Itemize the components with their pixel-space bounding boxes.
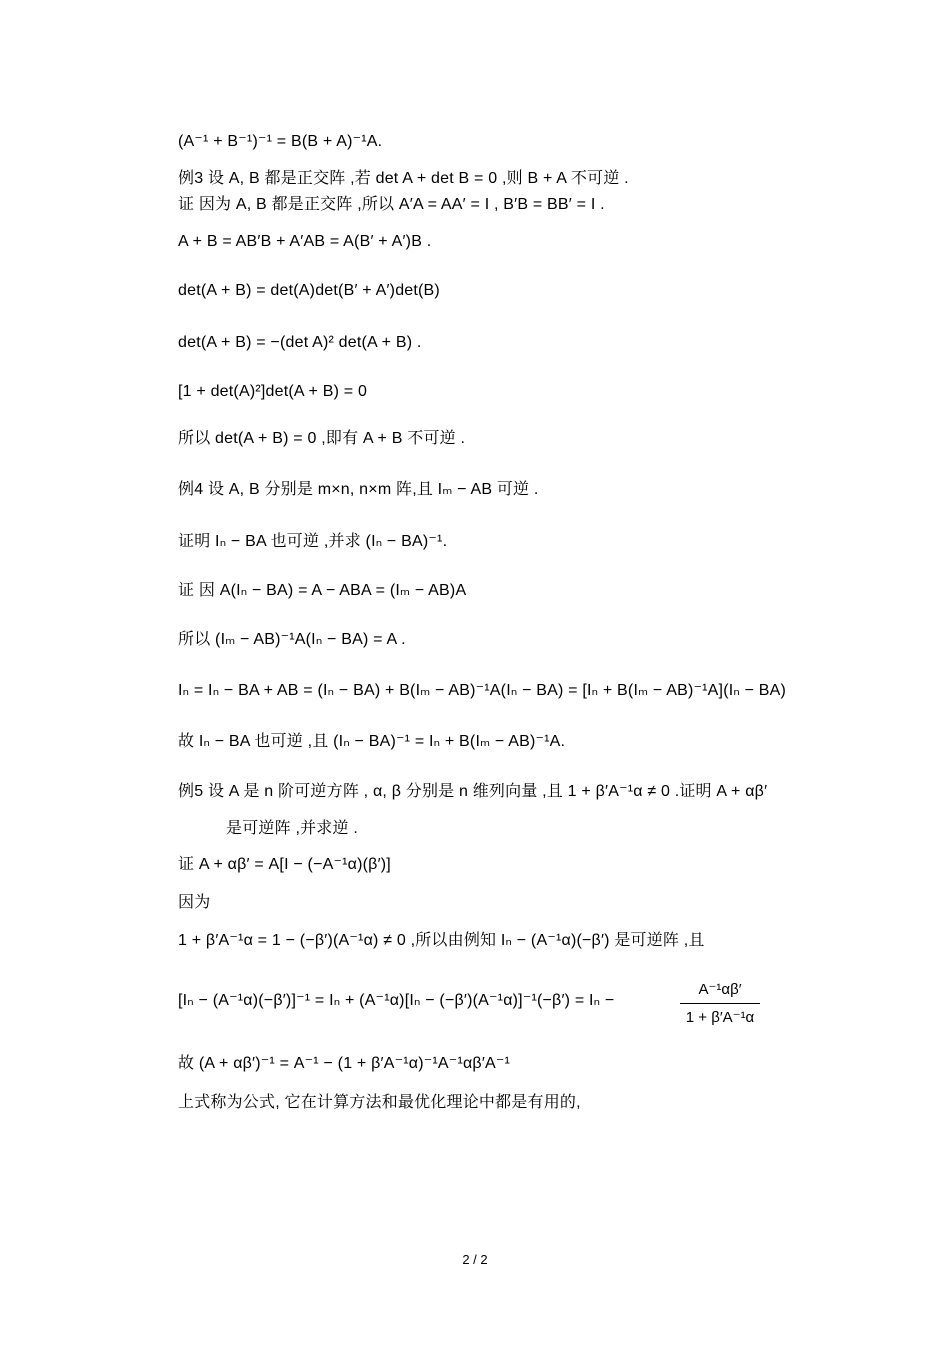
example-5-statement-cont: 是可逆阵 ,并求逆 .	[226, 820, 358, 837]
equation-det-zero-factor: [1 + det(A)²]det(A + B) = 0	[178, 383, 368, 400]
fraction-term	[680, 980, 760, 1028]
example-5-proof-start: 证 A + αβ′ = A[I − (−A⁻¹α)(β′)]	[178, 856, 391, 873]
fraction-numerator: A⁻¹αβ′	[698, 981, 742, 998]
equation-det-product: det(A + B) = det(A)det(B′ + A′)det(B)	[178, 282, 440, 299]
example-5-condition: 1 + β′A⁻¹α = 1 − (−β′)(A⁻¹α) ≠ 0 ,所以由例知 Iₙ − (A⁻¹α)(−β′) 是可逆阵 ,且	[178, 932, 705, 949]
example-4-identity: 所以 (Iₘ − AB)⁻¹A(Iₙ − BA) = A .	[178, 631, 406, 648]
fraction-bar	[680, 1003, 760, 1004]
example-4-proof-start: 证 因 A(Iₙ − BA) = A − ABA = (Iₘ − AB)A	[178, 582, 467, 599]
example-4-conclusion: 故 Iₙ − BA 也可逆 ,且 (Iₙ − BA)⁻¹ = Iₙ + B(Iₘ − AB)⁻¹A.	[178, 733, 566, 750]
example-5-statement: 例5 设 A 是 n 阶可逆方阵 , α, β 分别是 n 维列向量 ,且 1 + β′A⁻¹α ≠ 0 .证明 A + αβ′	[178, 783, 768, 800]
example-3-statement: 例3 设 A, B 都是正交阵 ,若 det A + det B = 0 ,则 B + A 不可逆 .	[178, 170, 629, 187]
equation-det-negative: det(A + B) = −(det A)² det(A + B) .	[178, 334, 422, 351]
page-number: 2 / 2	[462, 1252, 488, 1267]
sherman-morrison-formula: 故 (A + αβ′)⁻¹ = A⁻¹ − (1 + β′A⁻¹α)⁻¹A⁻¹αβ′A⁻¹	[178, 1055, 511, 1072]
fraction-denominator: 1 + β′A⁻¹α	[685, 1009, 755, 1026]
example-4-expansion: Iₙ = Iₙ − BA + AB = (Iₙ − BA) + B(Iₘ − AB)⁻¹A(Iₙ − BA) = [Iₙ + B(Iₘ − AB)⁻¹A](Iₙ − BA)	[178, 682, 787, 699]
equation-a-plus-b: A + B = AB′B + A′AB = A(B′ + A′)B .	[178, 233, 432, 250]
closing-remark: 上式称为公式, 它在计算方法和最优化理论中都是有用的,	[178, 1094, 581, 1111]
example-5-inverse-expansion: [Iₙ − (A⁻¹α)(−β′)]⁻¹ = Iₙ + (A⁻¹α)[Iₙ − (−β′)(A⁻¹α)]⁻¹(−β′) = Iₙ −	[178, 992, 615, 1009]
example-4-task: 证明 Iₙ − BA 也可逆 ,并求 (Iₙ − BA)⁻¹.	[178, 533, 448, 550]
example-3-conclusion: 所以 det(A + B) = 0 ,即有 A + B 不可逆 .	[178, 430, 466, 447]
example-4-statement: 例4 设 A, B 分别是 m×n, n×m 阵,且 Iₘ − AB 可逆 .	[178, 481, 539, 498]
formula-inverse-sum: (A⁻¹ + B⁻¹)⁻¹ = B(B + A)⁻¹A.	[178, 133, 383, 150]
example-3-proof-start: 证 因为 A, B 都是正交阵 ,所以 A′A = AA′ = I , B′B = BB′ = I .	[178, 196, 605, 213]
example-5-because: 因为	[178, 894, 211, 911]
